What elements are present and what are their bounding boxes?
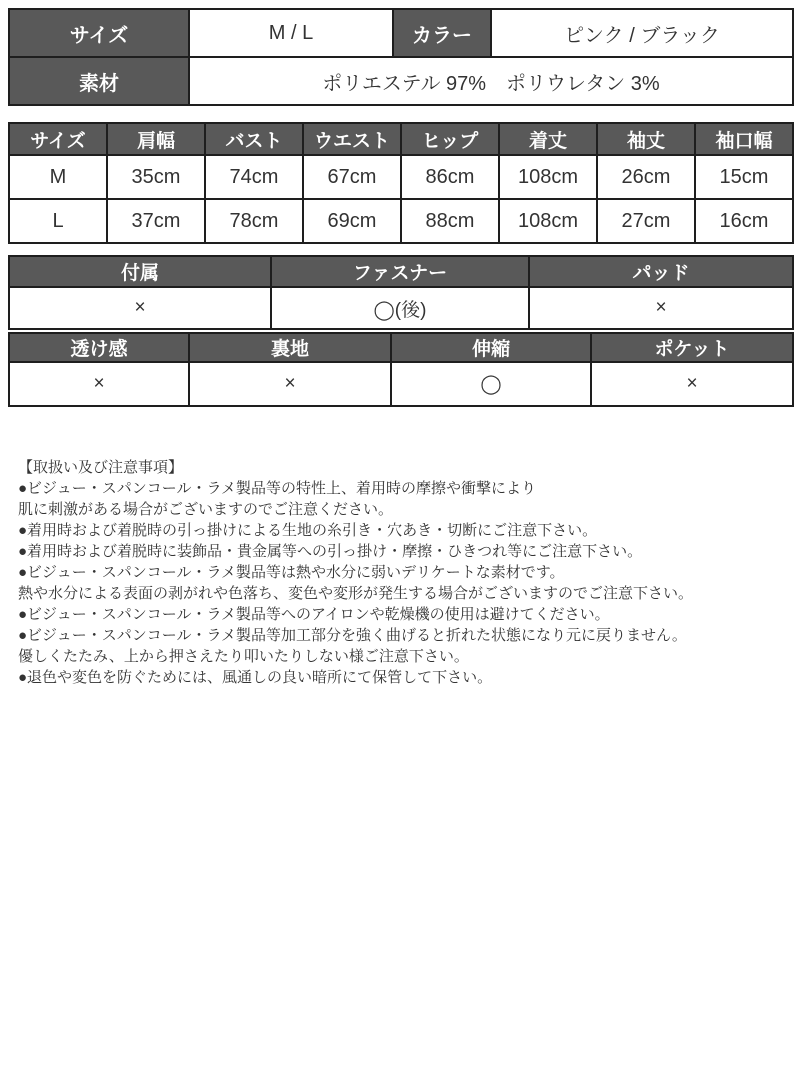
color-value-cell: ピンク / ブラック bbox=[491, 9, 793, 57]
table-cell: 108cm bbox=[499, 155, 597, 199]
care-note-line: 肌に刺激がある場合がございますのでご注意ください。 bbox=[18, 501, 394, 518]
table-cell: ◯(後) bbox=[271, 287, 529, 329]
measurements-header-row bbox=[9, 123, 793, 155]
table-cell: 67cm bbox=[303, 155, 401, 199]
header-cell: バスト bbox=[205, 123, 303, 155]
table-cell: × bbox=[9, 362, 189, 406]
features-b-value-row bbox=[9, 362, 793, 406]
table-cell: 86cm bbox=[401, 155, 499, 199]
header-cell: ヒップ bbox=[401, 123, 499, 155]
header-cell: サイズ bbox=[9, 123, 107, 155]
header-cell: ウエスト bbox=[303, 123, 401, 155]
table-cell: ◯ bbox=[391, 362, 591, 406]
care-note-line: ●ビジュー・スパンコール・ラメ製品等の特性上、着用時の摩擦や衝撃により bbox=[18, 480, 537, 497]
features-a-value-row bbox=[9, 287, 793, 329]
header-cell: 伸縮 bbox=[391, 333, 591, 362]
table-cell: 16cm bbox=[695, 199, 793, 243]
care-notes bbox=[8, 457, 792, 688]
size-value-cell: M / L bbox=[189, 9, 393, 57]
header-cell: 裏地 bbox=[189, 333, 391, 362]
header-cell: 透け感 bbox=[9, 333, 189, 362]
table-cell: 15cm bbox=[695, 155, 793, 199]
table-cell: 74cm bbox=[205, 155, 303, 199]
size-label-cell: サイズ bbox=[9, 9, 189, 57]
header-cell: 付属 bbox=[9, 256, 271, 287]
measurements-row-m bbox=[9, 155, 793, 199]
table-cell: × bbox=[9, 287, 271, 329]
material-value-cell: ポリエステル 97% ポリウレタン 3% bbox=[189, 57, 793, 105]
header-cell: 肩幅 bbox=[107, 123, 205, 155]
color-label-cell: カラー bbox=[393, 9, 491, 57]
table-cell: M bbox=[9, 155, 107, 199]
table-cell: × bbox=[529, 287, 793, 329]
table-cell: 27cm bbox=[597, 199, 695, 243]
table-cell: 88cm bbox=[401, 199, 499, 243]
table-cell: 108cm bbox=[499, 199, 597, 243]
care-note-line: 優しくたたみ、上から押さえたり叩いたりしない様ご注意下さい。 bbox=[18, 648, 469, 665]
measurements-table bbox=[8, 122, 794, 244]
header-cell: 袖丈 bbox=[597, 123, 695, 155]
material-label-cell: 素材 bbox=[9, 57, 189, 105]
table-cell: L bbox=[9, 199, 107, 243]
header-cell: 着丈 bbox=[499, 123, 597, 155]
size-color-material-table bbox=[8, 8, 794, 106]
measurements-row-l bbox=[9, 199, 793, 243]
table-cell: 26cm bbox=[597, 155, 695, 199]
care-note-line: ●ビジュー・スパンコール・ラメ製品等へのアイロンや乾燥機の使用は避けてください。 bbox=[18, 606, 610, 623]
features-table-a bbox=[8, 255, 794, 330]
header-cell: 袖口幅 bbox=[695, 123, 793, 155]
care-note-line: ●退色や変色を防ぐためには、風通しの良い暗所にて保管して下さい。 bbox=[18, 669, 493, 686]
header-cell: ポケット bbox=[591, 333, 793, 362]
table-cell: × bbox=[189, 362, 391, 406]
header-cell: パッド bbox=[529, 256, 793, 287]
care-note-line: ●着用時および着脱時の引っ掛けによる生地の糸引き・穴あき・切断にご注意下さい。 bbox=[18, 522, 598, 539]
care-note-line: 熱や水分による表面の剥がれや色落ち、変色や変形が発生する場合がございますのでご注意下さい。 bbox=[18, 585, 694, 602]
table-cell: 37cm bbox=[107, 199, 205, 243]
care-note-line: ●ビジュー・スパンコール・ラメ製品等は熱や水分に弱いデリケートな素材です。 bbox=[18, 564, 565, 581]
features-table-b bbox=[8, 332, 794, 407]
material-row bbox=[9, 57, 793, 105]
size-color-row bbox=[9, 9, 793, 57]
care-note-line: ●ビジュー・スパンコール・ラメ製品等加工部分を強く曲げると折れた状態になり元に戻りません。 bbox=[18, 627, 687, 644]
table-cell: 35cm bbox=[107, 155, 205, 199]
table-cell: × bbox=[591, 362, 793, 406]
features-a-header-row bbox=[9, 256, 793, 287]
care-notes-title: 【取扱い及び注意事項】 bbox=[18, 459, 184, 476]
table-cell: 69cm bbox=[303, 199, 401, 243]
features-b-header-row bbox=[9, 333, 793, 362]
table-cell: 78cm bbox=[205, 199, 303, 243]
care-note-line: ●着用時および着脱時に装飾品・貴金属等への引っ掛け・摩擦・ひきつれ等にご注意下さい。 bbox=[18, 543, 643, 560]
header-cell: ファスナー bbox=[271, 256, 529, 287]
